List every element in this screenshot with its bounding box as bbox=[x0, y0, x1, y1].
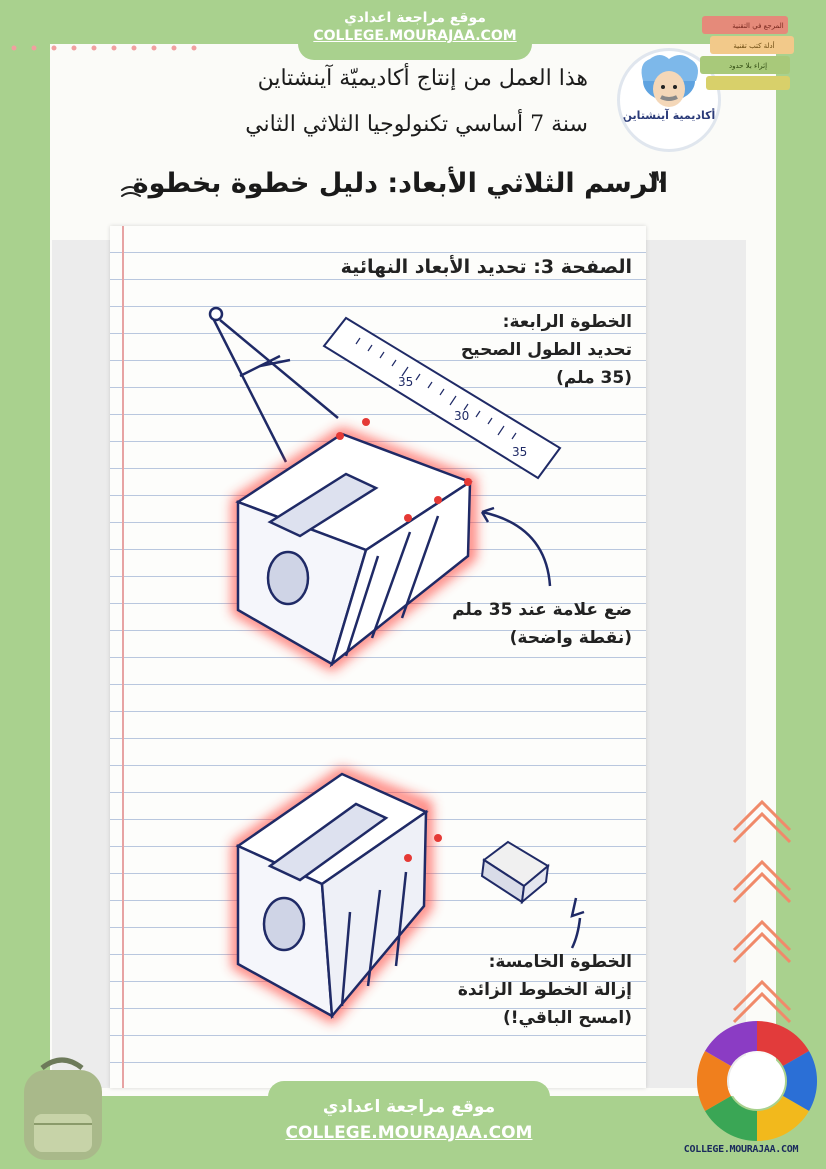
ruler-label-30: 30 bbox=[454, 409, 470, 423]
logo-caption: أكاديمية آينشتاين bbox=[622, 109, 716, 122]
worksheet-page-title: الصفحة 3: تحديد الأبعاد النهائية bbox=[340, 256, 632, 278]
step4-description: تحديد الطول الصحيح bbox=[460, 340, 632, 360]
step4-title: الخطوة الرابعة: bbox=[502, 312, 632, 332]
ruler-label-35b: 35 bbox=[512, 445, 528, 459]
site-name: موقع مراجعة اعدادي bbox=[344, 10, 486, 26]
step5-title: الخطوة الخامسة: bbox=[488, 952, 632, 972]
credit-line: هذا العمل من إنتاج أكاديميّة آينشتاين bbox=[257, 66, 588, 91]
mark-note: (نقطة واضحة) bbox=[509, 628, 632, 648]
site-url-link[interactable]: COLLEGE.MOURAJAA.COM bbox=[313, 28, 517, 44]
course-line: سنة 7 أساسي تكنولوجيا الثلاثي الثاني bbox=[245, 112, 588, 137]
books-stack-icon bbox=[696, 12, 800, 92]
book-spine-2: أدلة كتب تقنية bbox=[733, 42, 775, 50]
swirl-icon bbox=[118, 184, 144, 204]
subjects-wheel-icon[interactable] bbox=[694, 1018, 820, 1144]
pencil-sharpener-drawing bbox=[238, 434, 470, 664]
wheel-site-url[interactable]: COLLEGE.MOURAJAA.COM bbox=[683, 1144, 799, 1155]
pointer-arrow-2 bbox=[572, 918, 580, 948]
chevron-decoration-icon bbox=[730, 790, 794, 1030]
pencil-sharpener-final bbox=[238, 774, 426, 1016]
step5-note: (امسح الباقي!) bbox=[503, 1008, 632, 1028]
page-title: الرسم الثلاثي الأبعاد: دليل خطوة بخطوة bbox=[132, 168, 668, 199]
ruler-label-35: 35 bbox=[398, 375, 414, 389]
site-url-footer-link[interactable]: COLLEGE.MOURAJAA.COM bbox=[285, 1123, 533, 1143]
left-panel bbox=[52, 240, 110, 1088]
compass-icon bbox=[210, 308, 338, 462]
pointer-arrow-1 bbox=[482, 512, 550, 586]
site-name-footer: موقع مراجعة اعدادي bbox=[322, 1097, 496, 1117]
backpack-icon bbox=[10, 1052, 114, 1162]
mark-instruction: ضع علامة عند 35 ملم bbox=[452, 600, 632, 620]
site-banner-top[interactable] bbox=[298, 0, 532, 60]
sparkle-icon bbox=[646, 170, 668, 192]
decorative-dots bbox=[0, 44, 220, 54]
book-spine-1: المرجع في التقنية bbox=[732, 22, 784, 30]
book-spine-3: إثراء بلا حدود bbox=[728, 62, 768, 70]
step4-note: (35 ملم) bbox=[556, 368, 632, 388]
notebook-page bbox=[110, 226, 646, 1088]
eraser-icon bbox=[482, 842, 548, 902]
step5-description: إزالة الخطوط الزائدة bbox=[457, 980, 632, 1000]
site-banner-bottom[interactable] bbox=[268, 1081, 550, 1169]
